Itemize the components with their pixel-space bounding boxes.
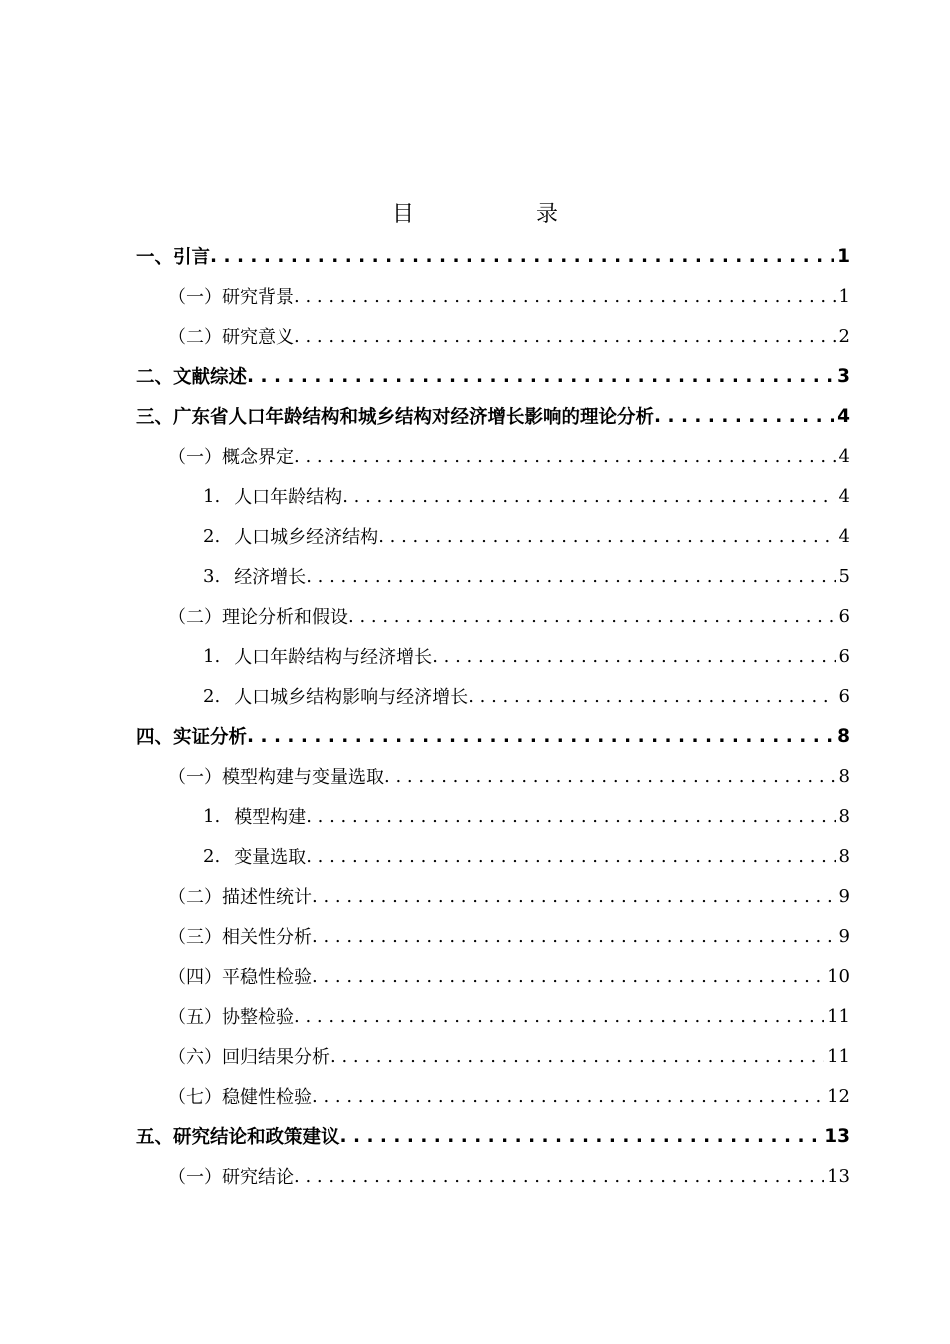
- toc-entry[interactable]: [0, 476, 850, 516]
- toc-entry[interactable]: [0, 516, 850, 556]
- toc-entry-text: （二）描述性统计: [168, 887, 312, 908]
- toc-entry-text: 模型构建: [234, 807, 307, 828]
- toc-entry[interactable]: [0, 636, 850, 676]
- toc-entry-page-number: 4: [838, 485, 850, 507]
- toc-entry[interactable]: [0, 356, 850, 396]
- toc-entry-text: 人口城乡结构影响与经济增长: [234, 687, 469, 708]
- toc-entry-text: （七）稳健性检验: [168, 1087, 312, 1108]
- toc-entry-page-number: 1: [837, 245, 850, 267]
- toc-entry[interactable]: [0, 796, 850, 836]
- dot-leader: [294, 326, 836, 347]
- toc-entry-page-number: 11: [827, 1005, 850, 1027]
- toc-entry-text: 二、文献综述: [136, 367, 248, 388]
- toc-entry-page-number: 5: [838, 565, 850, 587]
- toc-entry[interactable]: [0, 276, 850, 316]
- toc-entry-number: 2.: [203, 685, 221, 707]
- toc-entry-page-number: 9: [838, 925, 850, 947]
- toc-entry-page-number: 4: [838, 445, 850, 467]
- toc-entry-page-number: 3: [837, 365, 850, 387]
- toc-entry-text: （五）协整检验: [168, 1007, 294, 1028]
- dot-leader: [312, 926, 836, 947]
- dot-leader: [312, 886, 836, 907]
- toc-entry-text: （一）模型构建与变量选取: [168, 767, 384, 788]
- dot-leader: [384, 766, 836, 787]
- toc-entry-text: （二）理论分析和假设: [168, 607, 348, 628]
- toc-entry-page-number: 8: [838, 765, 850, 787]
- toc-entry[interactable]: [0, 1036, 850, 1076]
- dot-leader: [306, 566, 835, 587]
- dot-leader: [294, 1006, 824, 1027]
- toc-entry-text: 人口年龄结构与经济增长: [234, 647, 433, 668]
- dot-leader: [294, 446, 836, 467]
- toc-entry-number: 3.: [203, 565, 221, 587]
- toc-entry[interactable]: [0, 1156, 850, 1196]
- dot-leader: [247, 366, 834, 387]
- toc-entry-page-number: 6: [838, 645, 850, 667]
- toc-entry-page-number: 8: [838, 845, 850, 867]
- toc-entry-text: （一）研究结论: [168, 1167, 294, 1188]
- toc-entry-page-number: 4: [837, 405, 850, 427]
- toc-entry-text: 四、实证分析: [136, 727, 248, 748]
- toc-entry-page-number: 1: [838, 285, 850, 307]
- toc-entry-text: （一）研究背景: [168, 287, 294, 308]
- toc-entry-page-number: 2: [838, 325, 850, 347]
- toc-entry[interactable]: [0, 876, 850, 916]
- toc-entry-text: （三）相关性分析: [168, 927, 312, 948]
- toc-entry[interactable]: [0, 1076, 850, 1116]
- toc-entry[interactable]: [0, 556, 850, 596]
- dot-leader: [312, 966, 824, 987]
- toc-entry-text: （六）回归结果分析: [168, 1047, 330, 1068]
- toc-entry-number: 2.: [203, 845, 221, 867]
- toc-entry-number: 2.: [203, 525, 221, 547]
- toc-entry[interactable]: [0, 596, 850, 636]
- toc-entry[interactable]: [0, 676, 850, 716]
- dot-leader: [654, 406, 834, 427]
- toc-entry-text: （一）概念界定: [168, 447, 294, 468]
- toc-entry-text: 变量选取: [234, 847, 307, 868]
- toc-entry-text: 人口年龄结构: [234, 487, 343, 508]
- toc-entry-number: 1.: [203, 805, 221, 827]
- toc-entry-text: （二）研究意义: [168, 327, 294, 348]
- toc-list: [0, 236, 950, 1196]
- toc-entry[interactable]: [0, 996, 850, 1036]
- toc-entry-page-number: 8: [837, 725, 850, 747]
- toc-entry[interactable]: [0, 836, 850, 876]
- dot-leader: [312, 1086, 824, 1107]
- toc-entry-page-number: 9: [838, 885, 850, 907]
- dot-leader: [294, 286, 836, 307]
- toc-entry-text: 一、引言: [136, 247, 211, 268]
- dot-leader: [432, 646, 835, 667]
- toc-entry-page-number: 8: [838, 805, 850, 827]
- toc-entry[interactable]: [0, 1116, 850, 1156]
- toc-entry-text: 五、研究结论和政策建议: [136, 1127, 340, 1148]
- toc-entry-number: 1.: [203, 645, 221, 667]
- dot-leader: [306, 846, 835, 867]
- toc-entry[interactable]: [0, 396, 850, 436]
- toc-entry[interactable]: [0, 756, 850, 796]
- toc-entry-page-number: 13: [827, 1165, 850, 1187]
- toc-entry[interactable]: [0, 916, 850, 956]
- dot-leader: [468, 686, 835, 707]
- toc-entry-number: 1.: [203, 485, 221, 507]
- toc-entry[interactable]: [0, 316, 850, 356]
- toc-entry[interactable]: [0, 436, 850, 476]
- dot-leader: [330, 1046, 824, 1067]
- dot-leader: [340, 1126, 822, 1147]
- dot-leader: [247, 726, 834, 747]
- dot-leader: [378, 526, 835, 547]
- toc-entry[interactable]: [0, 716, 850, 756]
- toc-entry[interactable]: [0, 956, 850, 996]
- dot-leader: [294, 1166, 824, 1187]
- toc-entry-text: （四）平稳性检验: [168, 967, 312, 988]
- toc-entry-page-number: 13: [824, 1125, 850, 1147]
- toc-entry-page-number: 11: [827, 1045, 850, 1067]
- toc-entry-page-number: 12: [827, 1085, 850, 1107]
- dot-leader: [348, 606, 836, 627]
- toc-entry-page-number: 6: [838, 685, 850, 707]
- toc-entry-page-number: 6: [838, 605, 850, 627]
- toc-entry-text: 人口城乡经济结构: [234, 527, 379, 548]
- toc-entry[interactable]: [0, 236, 850, 276]
- toc-entry-text: 三、广东省人口年龄结构和城乡结构对经济增长影响的理论分析: [136, 407, 655, 428]
- toc-title: 目 录: [391, 202, 608, 227]
- dot-leader: [342, 486, 835, 507]
- toc-entry-text: 经济增长: [234, 567, 307, 588]
- dot-leader: [306, 806, 835, 827]
- dot-leader: [210, 246, 834, 267]
- toc-entry-page-number: 4: [838, 525, 850, 547]
- toc-entry-page-number: 10: [827, 965, 850, 987]
